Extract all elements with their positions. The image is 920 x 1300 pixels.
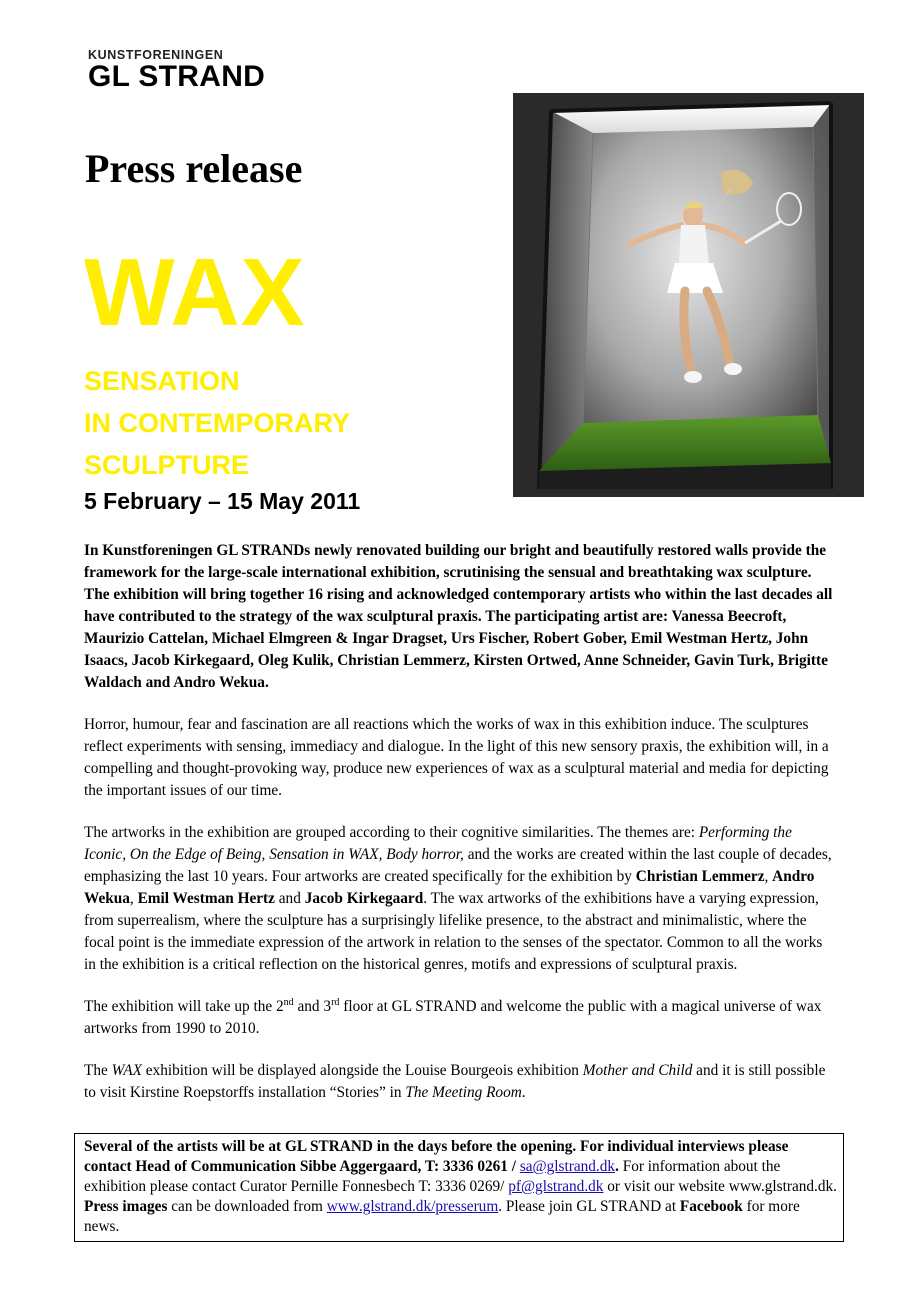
- themes-list: Performing the Iconic, On the Edge of Being, Sensation in WAX, Body horror,: [84, 824, 792, 863]
- email-link-pf[interactable]: pf@glstrand.dk: [508, 1178, 604, 1195]
- floors-text-b: and 3: [293, 998, 332, 1015]
- contact-text-2: or visit our website www.glstrand.dk.: [603, 1178, 837, 1195]
- floors-text-c: floor at GL STRAND and welcome the public with a magical universe of wax artworks from 1990 to 2010.: [84, 998, 822, 1037]
- lead-paragraph: In Kunstforeningen GL STRANDs newly renovated building our bright and beautifully restored walls provide the framework for the large-scale international exhibition, scrutinising the sensual and breathtaking wax sculpture. The exhibition will bring together 16 rising and acknowledged contemporary artists who within the last decades all have contributed to the strategy of the wax sculptural praxis. The participating artist are: Vanessa Beecroft, Maurizio Cattelan, Michael Elmgreen & Ingar Dragset, Urs Fischer, Robert Gober, Emil Westman Hertz, John Isaacs, Jacob Kirkegaard, Oleg Kulik, Christian Lemmerz, Kirsten Ortwed, Anne Schneider, Gavin Turk, Brigitte Waldach and Andro Wekua.: [84, 542, 833, 691]
- email-link-sa[interactable]: sa@glstrand.dk: [519, 1158, 616, 1175]
- contact-text-5: for more news.: [84, 1198, 800, 1235]
- artist-name: Christian Lemmerz: [635, 868, 765, 885]
- alongside-text-a: The: [84, 1062, 112, 1079]
- paragraph-reactions: Horror, humour, fear and fascination are all reactions which the works of wax in this exhibition induce. The sculptures reflect experiments with sensing, immediacy and dialogue. In the light of this new sensory praxis, the exhibition will, in a compelling and thought-provoking way, produce new experiences of wax as a sculptural material and media for depicting the important issues of our time.: [84, 716, 829, 799]
- floors-text-a: The exhibition will take up the 2: [84, 998, 284, 1015]
- contact-text-4: . Please join GL STRAND at: [498, 1198, 680, 1215]
- facebook-label: Facebook: [679, 1198, 743, 1215]
- paragraph-alongside: [84, 1060, 836, 1104]
- subtitle-line-3: SCULPTURE: [84, 450, 250, 480]
- presserum-link[interactable]: www.glstrand.dk/presserum: [326, 1198, 499, 1215]
- contact-text-3: can be downloaded from: [167, 1198, 327, 1215]
- alongside-text-b: exhibition will be displayed alongside the Louise Bourgeois exhibition: [141, 1062, 583, 1079]
- logo-main-text: GL STRAND: [88, 60, 266, 93]
- alongside-text-d: .: [521, 1084, 526, 1101]
- paragraph-floors: [84, 996, 836, 1040]
- wax-sculpture-vitrine-image: [513, 93, 864, 497]
- themes-text-b: and the works are created within the last couple of decades, emphasizing the last 10 years. Four artworks are created specifically for the exhibition by: [84, 846, 832, 885]
- contact-dot: .: [615, 1158, 619, 1175]
- contact-box: [74, 1133, 844, 1242]
- artist-separator: ,: [129, 890, 138, 907]
- exhibition-dates: 5 February – 15 May 2011: [84, 488, 361, 514]
- press-release-body: [84, 540, 836, 1124]
- logo-top-text: KUNSTFORENINGEN: [88, 48, 224, 62]
- subtitle-line-2: IN CONTEMPORARY: [84, 408, 351, 438]
- artist-name: Andro Wekua: [84, 868, 815, 907]
- themes-text-a: The artworks in the exhibition are grouped according to their cognitive similarities. The themes are:: [84, 824, 699, 841]
- press-images-label: Press images: [84, 1198, 168, 1215]
- themes-text-c: . The wax artworks of the exhibitions have a varying expression, from superrealism, where the sculpture has a surprisingly lifelike presence, to the abstract and minimalistic, where the focal point is the immediate expression of the artwork in relation to the senses of the spectator. Common to all the works in the exhibition is a critical reflection on the historical genres, motifs and expressions of sculptural praxis.: [84, 890, 823, 973]
- wax-italic: WAX: [111, 1062, 142, 1079]
- artist-separator: ,: [764, 868, 773, 885]
- meeting-room-title: The Meeting Room: [405, 1084, 522, 1101]
- exhibition-title: WAX: [84, 239, 306, 346]
- floor-suffix: nd: [283, 996, 294, 1008]
- page-title: Press release: [85, 146, 303, 191]
- exhibition-photo: [513, 93, 864, 497]
- exhibition-subtitle: [84, 360, 350, 486]
- artist-name: Emil Westman Hertz: [137, 890, 275, 907]
- contact-text-1: For information about the exhibition please contact Curator Pernille Fonnesbech T: 3336 0269/: [84, 1158, 781, 1195]
- contact-bold-text: Several of the artists will be at GL STRAND in the days before the opening. For individual interviews please contact Head of Communication Sibbe Aggergaard, T: 3336 0261 /: [84, 1138, 789, 1175]
- gl-strand-logo: [88, 48, 265, 92]
- paragraph-themes: [84, 822, 836, 976]
- alongside-text-c: and it is still possible to visit Kirstine Roepstorffs installation “Stories” in: [84, 1062, 826, 1101]
- artist-name: Jacob Kirkegaard: [304, 890, 424, 907]
- artist-separator: and: [274, 890, 305, 907]
- mother-and-child-title: Mother and Child: [582, 1062, 693, 1079]
- subtitle-line-1: SENSATION: [84, 366, 240, 396]
- floor-suffix: rd: [331, 996, 340, 1008]
